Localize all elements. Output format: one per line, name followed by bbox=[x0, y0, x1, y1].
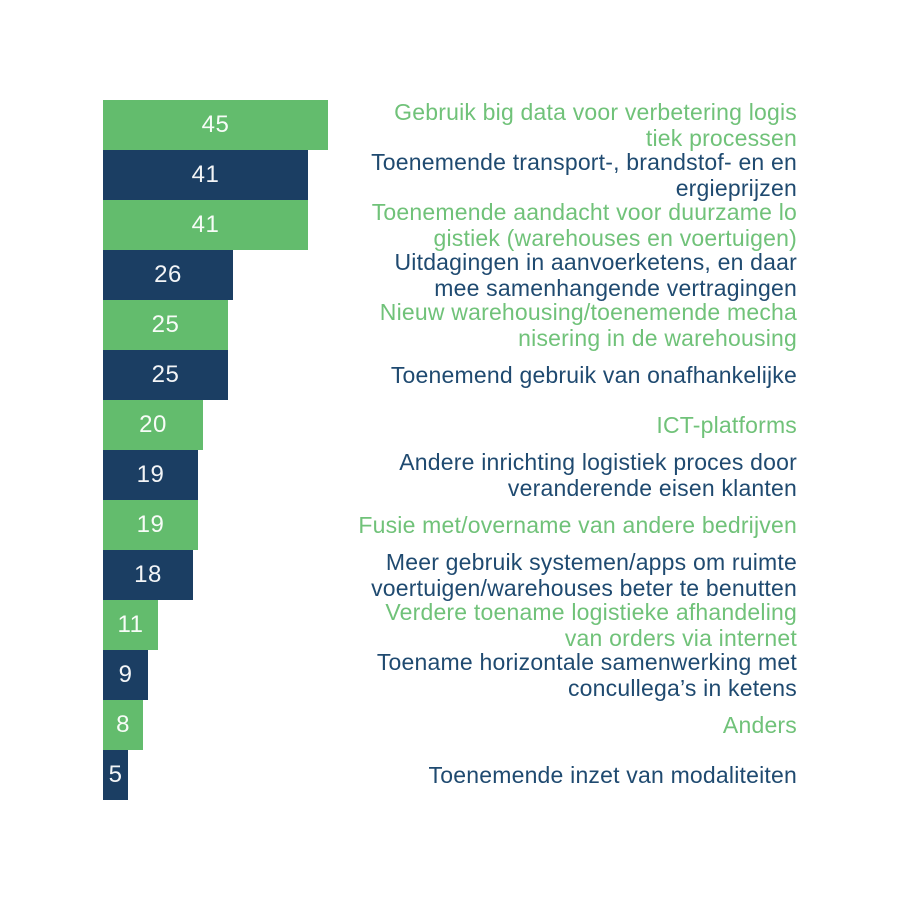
bar-label-line: tiek processen bbox=[645, 125, 797, 151]
bar-row bbox=[0, 100, 900, 150]
bar-label bbox=[330, 549, 797, 601]
bar-value: 5 bbox=[108, 761, 123, 788]
bar bbox=[103, 500, 198, 550]
bar-value: 18 bbox=[134, 561, 162, 588]
bar-label bbox=[330, 249, 797, 301]
bar-value: 19 bbox=[136, 461, 165, 488]
bar-label bbox=[330, 712, 797, 738]
bar-value: 25 bbox=[151, 361, 180, 388]
bar-label bbox=[330, 299, 797, 351]
bar-value: 11 bbox=[117, 611, 144, 638]
bar-label-line: ergieprijzen bbox=[675, 175, 797, 201]
bar bbox=[103, 650, 148, 700]
bar-label-line: Nieuw warehousing/toenemende mecha bbox=[379, 299, 797, 325]
bar-row bbox=[0, 750, 900, 800]
bar-label-line: Meer gebruik systemen/apps om ruimte bbox=[385, 549, 797, 575]
bar-value: 41 bbox=[191, 161, 220, 188]
bar-label bbox=[330, 649, 797, 701]
bar bbox=[103, 400, 203, 450]
bar-label bbox=[330, 412, 797, 438]
bar-label-line: gistiek (warehouses en voertuigen) bbox=[433, 225, 797, 251]
bar-label-line: ICT-platforms bbox=[656, 412, 797, 438]
bar-label-line: van orders via internet bbox=[564, 625, 797, 651]
bar-chart bbox=[0, 100, 900, 800]
bar-label-line: concullega’s in ketens bbox=[567, 675, 797, 701]
bar-label-line: nisering in de warehousing bbox=[518, 325, 797, 351]
bar-row bbox=[0, 250, 900, 300]
bar-label-line: veranderende eisen klanten bbox=[507, 475, 797, 501]
bar-label bbox=[330, 599, 797, 651]
bar-label-line: Andere inrichting logistiek proces door bbox=[399, 449, 797, 475]
bar-label bbox=[330, 762, 797, 788]
bar-label-line: Verdere toename logistieke afhandeling bbox=[385, 599, 797, 625]
bar-value: 45 bbox=[201, 111, 230, 138]
bar-label bbox=[330, 149, 797, 201]
bar-row bbox=[0, 650, 900, 700]
bar-row bbox=[0, 400, 900, 450]
bar-label bbox=[330, 99, 797, 151]
bar-value: 9 bbox=[118, 661, 133, 688]
bar-row bbox=[0, 200, 900, 250]
bar bbox=[103, 250, 233, 300]
bar bbox=[103, 100, 328, 150]
bar bbox=[103, 450, 198, 500]
bar-label-line: Toenemende transport-, brandstof- en en bbox=[371, 149, 797, 175]
bar-label-line: Gebruik big data voor verbetering logis bbox=[394, 99, 797, 125]
bar-value: 8 bbox=[116, 711, 130, 738]
bar bbox=[103, 550, 193, 600]
bar-label-line: Toename horizontale samenwerking met bbox=[376, 649, 797, 675]
bar-row bbox=[0, 700, 900, 750]
bar-label-line: Anders bbox=[722, 712, 797, 738]
bar-value: 26 bbox=[154, 261, 182, 288]
bar-label-line: Uitdagingen in aanvoerketens, en daar bbox=[394, 249, 797, 275]
bar bbox=[103, 700, 143, 750]
bar-row bbox=[0, 600, 900, 650]
bar bbox=[103, 600, 158, 650]
bar bbox=[103, 150, 308, 200]
bar-label-line: Toenemend gebruik van onafhankelijke bbox=[390, 362, 797, 388]
bar-value: 41 bbox=[191, 211, 220, 238]
bar-row bbox=[0, 300, 900, 350]
bar-value: 25 bbox=[151, 311, 180, 338]
bar-label bbox=[330, 362, 797, 388]
bar-label-line: Fusie met/overname van andere bedrijven bbox=[358, 512, 797, 538]
bar-value: 19 bbox=[136, 511, 165, 538]
bar-label-line: Toenemende aandacht voor duurzame lo bbox=[371, 199, 797, 225]
bar-label-line: mee samenhangende vertragingen bbox=[434, 275, 797, 301]
bar bbox=[103, 300, 228, 350]
bar-row bbox=[0, 550, 900, 600]
bar bbox=[103, 750, 128, 800]
bar-label-line: voertuigen/warehouses beter te benutten bbox=[371, 575, 797, 601]
bar-row bbox=[0, 350, 900, 400]
bar-label bbox=[330, 199, 797, 251]
bar-value: 20 bbox=[139, 411, 167, 438]
bar-label bbox=[330, 449, 797, 501]
bar-row bbox=[0, 150, 900, 200]
bar bbox=[103, 350, 228, 400]
bar-row bbox=[0, 450, 900, 500]
bar-label-line: Toenemende inzet van modaliteiten bbox=[428, 762, 797, 788]
bar-row bbox=[0, 500, 900, 550]
bar-label bbox=[330, 512, 797, 538]
bar bbox=[103, 200, 308, 250]
